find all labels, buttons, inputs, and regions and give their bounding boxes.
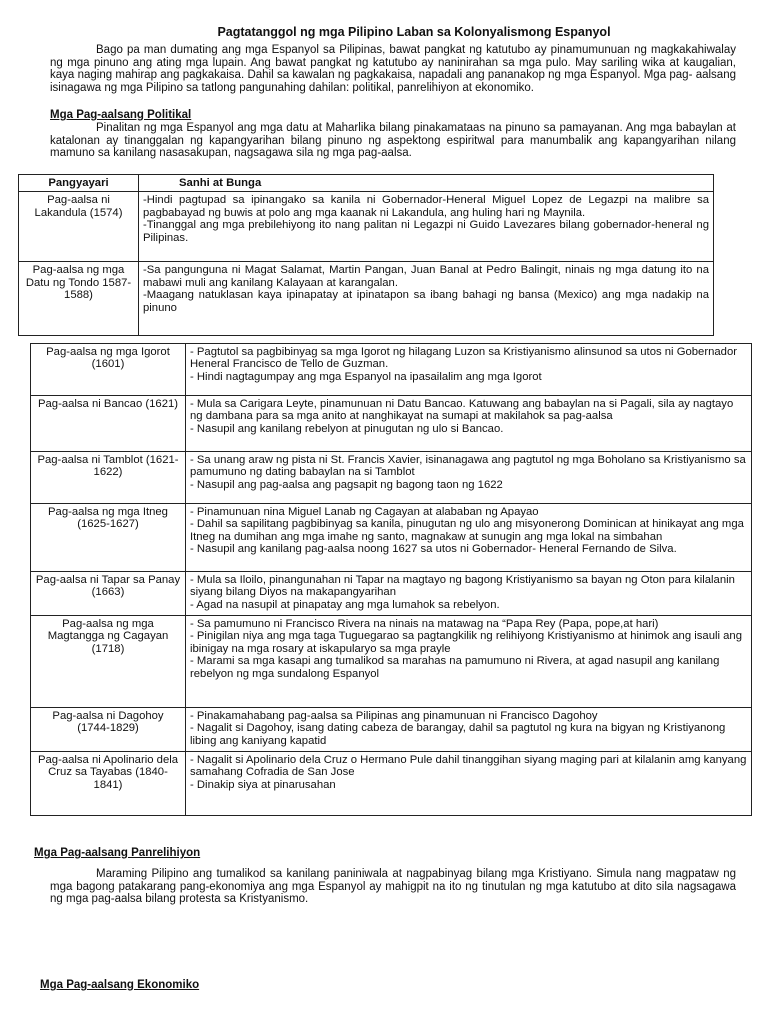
table-row (31, 572, 752, 616)
event-cell: Pag-aalsa ni Lakandula (1574) (19, 192, 139, 262)
table-row (31, 452, 752, 504)
detail-line: - Nagalit si Apolinario dela Cruz o Hermano Pule dahil tinanggihan siyang maging pari at kilalanin amg kanyang samahang Cofradia de San Jose (190, 754, 747, 779)
details-cell (186, 452, 752, 504)
detail-line: -Hindi pagtupad sa ipinangako sa kanila ni Gobernador-Heneral Miguel Lopez de Legazpi na malibre sa pagbabayad ng buwis at polo ang mga kaanak ni Lakandula, ang huling hari ng Maynila. (143, 194, 709, 219)
details-cell (186, 504, 752, 572)
table-row (31, 752, 752, 816)
table-row (19, 192, 714, 262)
header-event: Pangyayari (19, 175, 139, 192)
detail-line: -Sa pangunguna ni Magat Salamat, Martin Pangan, Juan Banal at Pedro Balingit, ninais ng mga datung ito na mabawi muli ang kanilang Kalayaan at karangalan. (143, 264, 709, 289)
table-row (31, 396, 752, 452)
event-cell: Pag-aalsa ng mga Magtangga ng Cagayan (1718) (31, 616, 186, 708)
detail-line: - Mula sa Carigara Leyte, pinamunuan ni Datu Bancao. Katuwang ang babaylan na si Pagali, sila ay nagtayo ng dambana para sa mga anito at nanghikayat na sumapi at makilahok sa pag-aalsa (190, 398, 734, 423)
event-cell: Pag-aalsa ng mga Datu ng Tondo 1587-1588) (19, 262, 139, 336)
detail-line: - Nasupil ang pag-aalsa ang pagsapit ng bagong taon ng 1622 (190, 478, 503, 491)
table-row (31, 708, 752, 752)
detail-line: - Sa pamumuno ni Francisco Rivera na ninais na matawag na “Papa Rey (Papa, pope,at hari) (190, 618, 659, 630)
details-cell (186, 572, 752, 616)
detail-line: - Nagalit si Dagohoy, isang dating cabeza de barangay, dahil sa pagtutol ng kura na bigyan ng Kristiyanong libing ang kaniyang kapatid (190, 722, 726, 747)
details-cell (186, 708, 752, 752)
event-cell: Pag-aalsa ni Dagohoy (1744-1829) (31, 708, 186, 752)
details-cell (186, 344, 752, 396)
detail-line: - Sa unang araw ng pista ni St. Francis Xavier, isinanagawa ang pagtutol ng mga Boholano sa Kristiyanismo sa pamumuno ng dating babaylan na si Tamblot (190, 454, 746, 479)
table-row (19, 262, 714, 336)
table-row (31, 504, 752, 572)
detail-line: - Pagtutol sa pagbibinyag sa mga Igorot ng hilagang Luzon sa Kristiyanismo alinsunod sa utos ni Gobernador Heneral Francisco de Tello de Guzman. (190, 346, 737, 371)
details-cell (139, 192, 714, 262)
detail-line: - Agad na nasupil at pinapatay ang mga lumahok sa rebelyon. (190, 598, 500, 611)
detail-line: - Mula sa Iloilo, pinangunahan ni Tapar na magtayo ng bagong Kristiyanismo sa bayan ng Oton para kilalanin siyang bilang Diyos na makapangyarihan (190, 574, 735, 599)
revolts-table-2 (30, 343, 752, 816)
details-cell (186, 396, 752, 452)
detail-line: -Tinanggal ang mga prebilehiyong ito nang palitan ni Legazpi ni Guido Lavezares bilang gobernador-heneral ng Pilipinas. (143, 219, 709, 244)
detail-line: - Marami sa mga kasapi ang tumalikod sa marahas na pamumuno ni Rivera, at agad nasupil ang kanilang rebelyon ng mga sundalong Espanyol (190, 655, 720, 680)
page-title: Pagtatanggol ng mga Pilipino Laban sa Kolonyalismong Espanyol (217, 25, 611, 39)
detail-line: - Dahil sa sapilitang pagbibinyag sa kanila, pinugutan ng ulo ang misyonerong Dominican at hinikayat ang mga Itneg na dumihan ang mga imahe ng santo, magnakaw at sunugin ang mga lokal na simbahan (190, 518, 744, 543)
detail-line: - Dinakip siya at pinarusahan (190, 778, 336, 791)
religious-paragraph: Maraming Pilipino ang tumalikod sa kanilang paniniwala at nagpabinyag bilang mga Kristiyano. Simula nang magpataw ng mga bagong patakarang pang-ekonomiya ang mga Espanyol ay mahigpit na ito ng tinutulan ng mga katutubo at dito sila nagsagawa ng mga pag-aalsa bilang protesta sa Kristyanismo. (50, 868, 736, 906)
political-heading: Mga Pag-aalsang Politikal (50, 109, 192, 121)
event-cell: Pag-aalsa ng mga Igorot (1601) (31, 344, 186, 396)
detail-line: - Nasupil ang kanilang pag-aalsa noong 1627 sa utos ni Gobernador- Heneral Fernando de Silva. (190, 543, 677, 556)
event-cell: Pag-aalsa ni Tamblot (1621-1622) (31, 452, 186, 504)
political-paragraph: Pinalitan ng mga Espanyol ang mga datu at Maharlika bilang pinakamataas na pinuno sa pamayanan. Ang mga babaylan at katalonan ay tinanggalan ng kapangyarihan bilang pinuno ng aspektong espiritwal para manumbalik ang kapangyarihan nilang mamuno sa kanilang nasasakupan, nagsagawa sila ng mga pag-aalsa. (50, 122, 736, 160)
table-header-row (19, 175, 714, 192)
revolts-table-1 (18, 174, 714, 336)
details-cell (186, 752, 752, 816)
economic-heading: Mga Pag-aalsang Ekonomiko (40, 979, 200, 991)
event-cell: Pag-aalsa ni Tapar sa Panay (1663) (31, 572, 186, 616)
event-cell: Pag-aalsa ni Bancao (1621) (31, 396, 186, 452)
table-row (31, 616, 752, 708)
details-cell (139, 262, 714, 336)
detail-line: -Maagang natuklasan kaya ipinapatay at ipinatapon sa ibang bahagi ng bansa (Mexico) ang mga nadakip na pinuno (143, 289, 709, 314)
detail-line: - Pinigilan niya ang mga taga Tuguegarao sa pagtangkilik ng relihiyong Kristiyanismo at hinimok ang isauli ang ibinigay na mga rosary at iskapularyo sa mga prayle (190, 630, 742, 655)
table-row (31, 344, 752, 396)
header-cause-effect: Sanhi at Bunga (139, 175, 714, 192)
event-cell: Pag-aalsa ni Apolinario dela Cruz sa Tayabas (1840-1841) (31, 752, 186, 816)
detail-line: - Pinakamahabang pag-aalsa sa Pilipinas ang pinamunuan ni Francisco Dagohoy (190, 710, 598, 722)
intro-paragraph: Bago pa man dumating ang mga Espanyol sa Pilipinas, bawat pangkat ng katutubo ay pinamumunuan ng magkakahiwalay ng mga pinuno ang ating mga lupain. Ang bawat pangkat ng katutubo ay naninirahan sa mga pulo. May sariling wika at kaugalian, kaya naging mahirap ang pagkakaisa. Dahil sa kawalan ng pagkakaisa, napadali ang pananakop ng mga Espanyol. Mga pag- aalsang isinagawa ng mga Pilipino sa tatlong pangunahing dahilan: politikal, panrelihiyon at ekonomiko. (50, 44, 736, 94)
religious-heading: Mga Pag-aalsang Panrelihiyon (34, 847, 201, 859)
event-cell: Pag-aalsa ng mga Itneg (1625-1627) (31, 504, 186, 572)
detail-line: - Nasupil ang kanilang rebelyon at pinugutan ng ulo si Bancao. (190, 422, 504, 435)
detail-line: - Pinamunuan nina Miguel Lanab ng Cagayan at alababan ng Apayao (190, 506, 539, 518)
detail-line: - Hindi nagtagumpay ang mga Espanyol na ipasailalim ang mga Igorot (190, 370, 542, 383)
details-cell (186, 616, 752, 708)
